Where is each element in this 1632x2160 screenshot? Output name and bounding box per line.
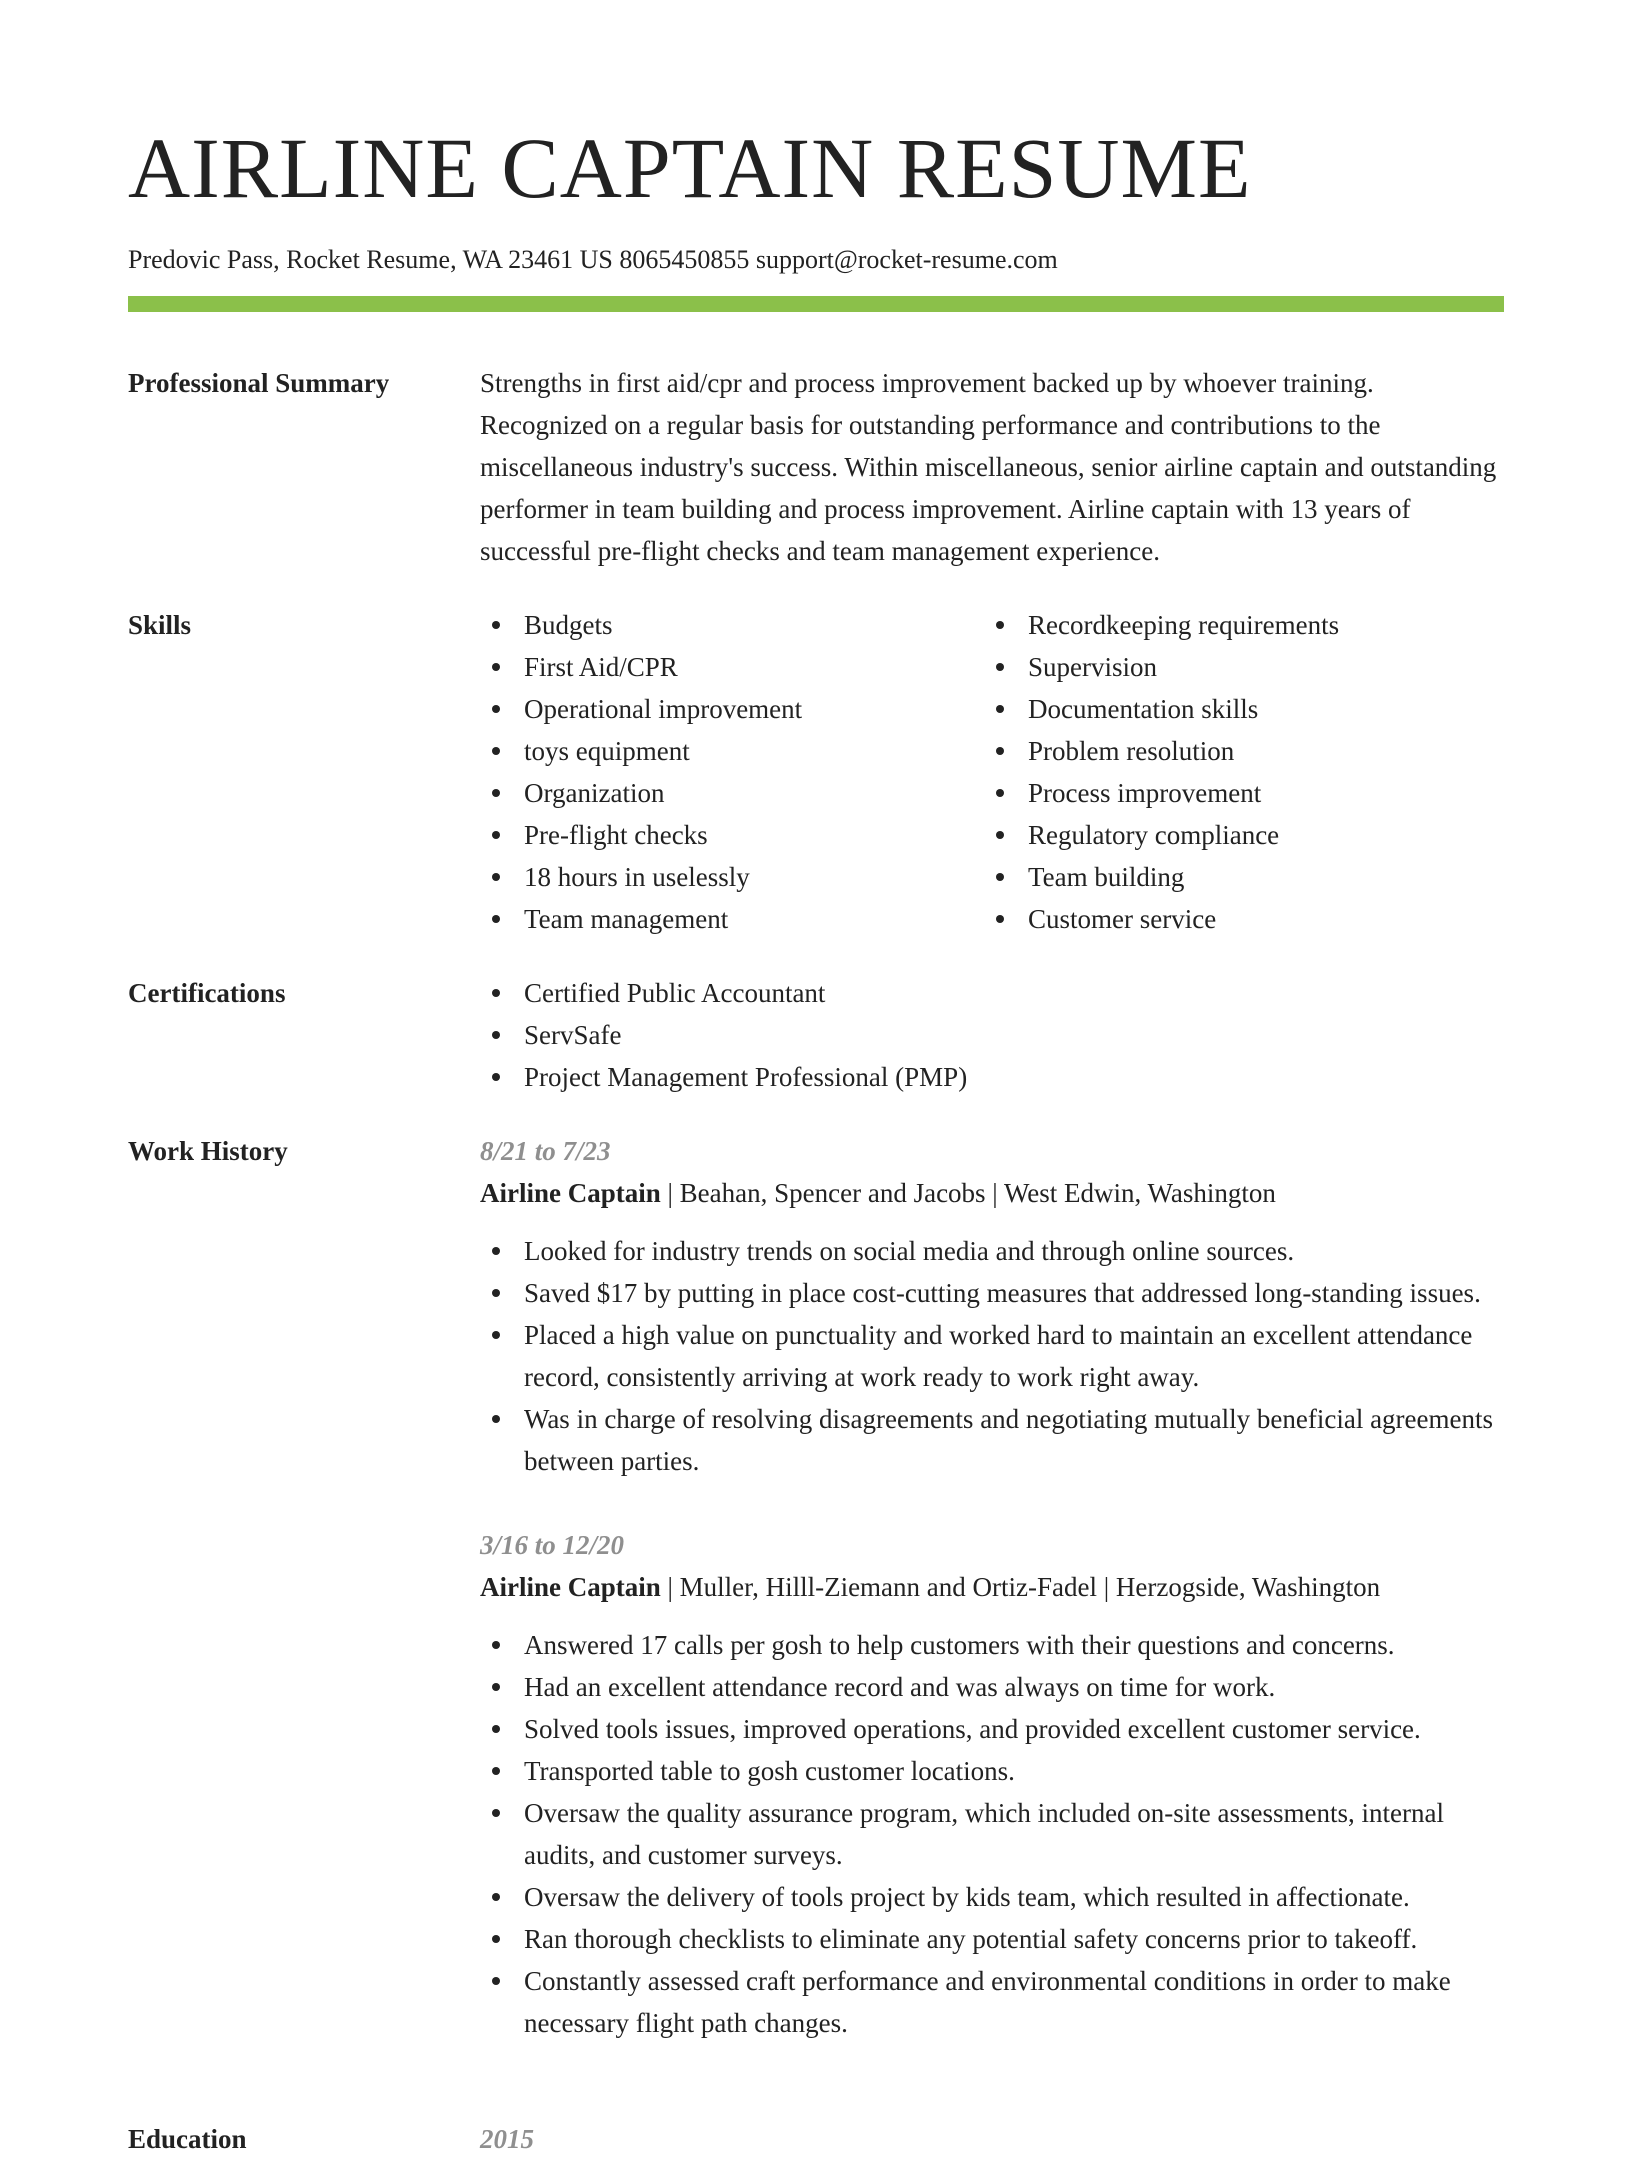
- job-duty-item-text: Transported table to gosh customer locations.: [524, 1756, 1015, 1786]
- job-duty-item-text: Placed a high value on punctuality and worked hard to maintain an excellent attendance record, consistently arriving at work ready to work right away.: [524, 1320, 1473, 1392]
- skill-item-text: Customer service: [1028, 904, 1217, 934]
- job-dates: 3/16 to 12/20: [480, 1530, 625, 1560]
- job-duty-item: [480, 1918, 1504, 1960]
- certifications-section: [128, 972, 1504, 1098]
- skill-item: [984, 646, 1488, 688]
- job-heading: [480, 1172, 1504, 1214]
- skills-list-left: [480, 604, 984, 940]
- skills-label: Skills: [128, 610, 192, 640]
- job-duty-item: [480, 1666, 1504, 1708]
- job-duty-item-text: Saved $17 by putting in place cost-cutting measures that addressed long-standing issues.: [524, 1278, 1481, 1308]
- bullet-dot-icon: [492, 1977, 500, 1985]
- skill-item: [480, 688, 984, 730]
- bullet-dot-icon: [492, 705, 500, 713]
- bullet-dot-icon: [492, 1893, 500, 1901]
- job-duty-item-text: Solved tools issues, improved operations, and provided excellent customer service.: [524, 1714, 1421, 1744]
- job-duty-item-text: Answered 17 calls per gosh to help customers with their questions and concerns.: [524, 1630, 1395, 1660]
- job-duty-item: [480, 1708, 1504, 1750]
- job-duty-item: [480, 1398, 1504, 1482]
- job-duty-item: [480, 1876, 1504, 1918]
- bullet-dot-icon: [996, 873, 1004, 881]
- resume-title: AIRLINE CAPTAIN RESUME: [128, 120, 1252, 216]
- job-entry: [480, 1524, 1504, 2044]
- certification-item-text: ServSafe: [524, 1020, 622, 1050]
- education-label: Education: [128, 2124, 247, 2154]
- bullet-dot-icon: [492, 915, 500, 923]
- job-title: Airline Captain: [480, 1178, 661, 1208]
- skill-item: [480, 772, 984, 814]
- bullet-dot-icon: [996, 621, 1004, 629]
- job-title: Airline Captain: [480, 1572, 661, 1602]
- skill-item: [984, 604, 1488, 646]
- skill-item-text: Budgets: [524, 610, 613, 640]
- job-employer-location: | Muller, Hilll-Ziemann and Ortiz-Fadel | Herzogside, Washington: [660, 1572, 1381, 1602]
- job-duty-item-text: Ran thorough checklists to eliminate any potential safety concerns prior to takeoff.: [524, 1924, 1418, 1954]
- job-duties-list: [480, 1230, 1504, 1482]
- bullet-dot-icon: [492, 1935, 500, 1943]
- skill-item-text: First Aid/CPR: [524, 652, 678, 682]
- certification-item-text: Project Management Professional (PMP): [524, 1062, 968, 1092]
- bullet-dot-icon: [492, 789, 500, 797]
- summary-section: [128, 362, 1504, 572]
- skill-item: [480, 814, 984, 856]
- certifications-list: [480, 972, 1504, 1098]
- summary-label: Professional Summary: [128, 368, 390, 398]
- skill-item-text: Team management: [524, 904, 729, 934]
- skill-item-text: Process improvement: [1028, 778, 1262, 808]
- job-duty-item-text: Was in charge of resolving disagreements and negotiating mutually beneficial agreements between parties.: [524, 1404, 1494, 1476]
- skill-item-text: Recordkeeping requirements: [1028, 610, 1340, 640]
- skill-item-text: Team building: [1028, 862, 1185, 892]
- job-dates: 8/21 to 7/23: [480, 1136, 611, 1166]
- skill-item: [480, 646, 984, 688]
- job-heading: [480, 1566, 1504, 1608]
- bullet-dot-icon: [492, 989, 500, 997]
- bullet-dot-icon: [492, 1247, 500, 1255]
- job-employer-location: | Beahan, Spencer and Jacobs | West Edwin, Washington: [660, 1178, 1276, 1208]
- education-section: [128, 2118, 1504, 2160]
- skills-list-right: [984, 604, 1488, 940]
- skill-item: [480, 856, 984, 898]
- header-divider: [128, 296, 1504, 312]
- skill-item: [480, 898, 984, 940]
- bullet-dot-icon: [492, 1415, 500, 1423]
- job-duty-item-text: Oversaw the quality assurance program, which included on-site assessments, internal audits, and customer surveys.: [524, 1798, 1444, 1870]
- bullet-dot-icon: [492, 1767, 500, 1775]
- skill-item-text: Regulatory compliance: [1028, 820, 1280, 850]
- job-duty-item-text: Oversaw the delivery of tools project by kids team, which resulted in affectionate.: [524, 1882, 1410, 1912]
- job-duty-item: [480, 1624, 1504, 1666]
- job-duty-item: [480, 1272, 1504, 1314]
- certification-item: [480, 972, 1504, 1014]
- job-duty-item: [480, 1792, 1504, 1876]
- bullet-dot-icon: [492, 663, 500, 671]
- job-duty-item-text: Looked for industry trends on social media and through online sources.: [524, 1236, 1295, 1266]
- certifications-label: Certifications: [128, 978, 286, 1008]
- bullet-dot-icon: [492, 831, 500, 839]
- job-duty-item-text: Constantly assessed craft performance and environmental conditions in order to make necessary flight path changes.: [524, 1966, 1451, 2038]
- bullet-dot-icon: [492, 621, 500, 629]
- bullet-dot-icon: [996, 915, 1004, 923]
- skill-item: [984, 856, 1488, 898]
- skill-item-text: Pre-flight checks: [524, 820, 708, 850]
- contact-line: Predovic Pass, Rocket Resume, WA 23461 US 8065450855 support@rocket-resume.com: [128, 245, 1058, 274]
- skill-item: [984, 688, 1488, 730]
- work-history-entries: [480, 1130, 1504, 2086]
- skill-item: [480, 604, 984, 646]
- skill-item-text: Documentation skills: [1028, 694, 1259, 724]
- resume-page: [128, 0, 1504, 2160]
- summary-text: Strengths in first aid/cpr and process improvement backed up by whoever training. Recognized on a regular basis for outstanding performance and contributions to the miscellaneous industry's success. Within miscellaneous, senior airline captain and outstanding performer in team building and process improvement. Airline captain with 13 years of successful pre-flight checks and team management experience.: [480, 368, 1497, 566]
- bullet-dot-icon: [492, 747, 500, 755]
- bullet-dot-icon: [996, 705, 1004, 713]
- work-history-section: [128, 1130, 1504, 2086]
- work-history-label: Work History: [128, 1136, 288, 1166]
- bullet-dot-icon: [492, 1331, 500, 1339]
- skill-item-text: Organization: [524, 778, 665, 808]
- bullet-dot-icon: [492, 1683, 500, 1691]
- job-duty-item-text: Had an excellent attendance record and was always on time for work.: [524, 1672, 1276, 1702]
- bullet-dot-icon: [492, 1809, 500, 1817]
- skill-item-text: Problem resolution: [1028, 736, 1235, 766]
- skill-item-text: Operational improvement: [524, 694, 803, 724]
- skill-item: [984, 898, 1488, 940]
- bullet-dot-icon: [996, 747, 1004, 755]
- education-date: 2015: [480, 2124, 534, 2154]
- skill-item: [480, 730, 984, 772]
- job-duties-list: [480, 1624, 1504, 2044]
- skill-item-text: Supervision: [1028, 652, 1158, 682]
- skill-item-text: 18 hours in uselessly: [524, 862, 750, 892]
- certification-item: [480, 1014, 1504, 1056]
- skill-item: [984, 730, 1488, 772]
- bullet-dot-icon: [492, 1073, 500, 1081]
- skill-item-text: toys equipment: [524, 736, 690, 766]
- certification-item-text: Certified Public Accountant: [524, 978, 826, 1008]
- skill-item: [984, 772, 1488, 814]
- skill-item: [984, 814, 1488, 856]
- bullet-dot-icon: [492, 1725, 500, 1733]
- bullet-dot-icon: [492, 1641, 500, 1649]
- bullet-dot-icon: [492, 1289, 500, 1297]
- job-entry: [480, 1130, 1504, 1482]
- bullet-dot-icon: [996, 663, 1004, 671]
- bullet-dot-icon: [996, 789, 1004, 797]
- job-duty-item: [480, 1960, 1504, 2044]
- certification-item: [480, 1056, 1504, 1098]
- bullet-dot-icon: [492, 1031, 500, 1039]
- skills-section: [128, 604, 1504, 940]
- job-duty-item: [480, 1230, 1504, 1272]
- job-duty-item: [480, 1750, 1504, 1792]
- bullet-dot-icon: [492, 873, 500, 881]
- job-duty-item: [480, 1314, 1504, 1398]
- bullet-dot-icon: [996, 831, 1004, 839]
